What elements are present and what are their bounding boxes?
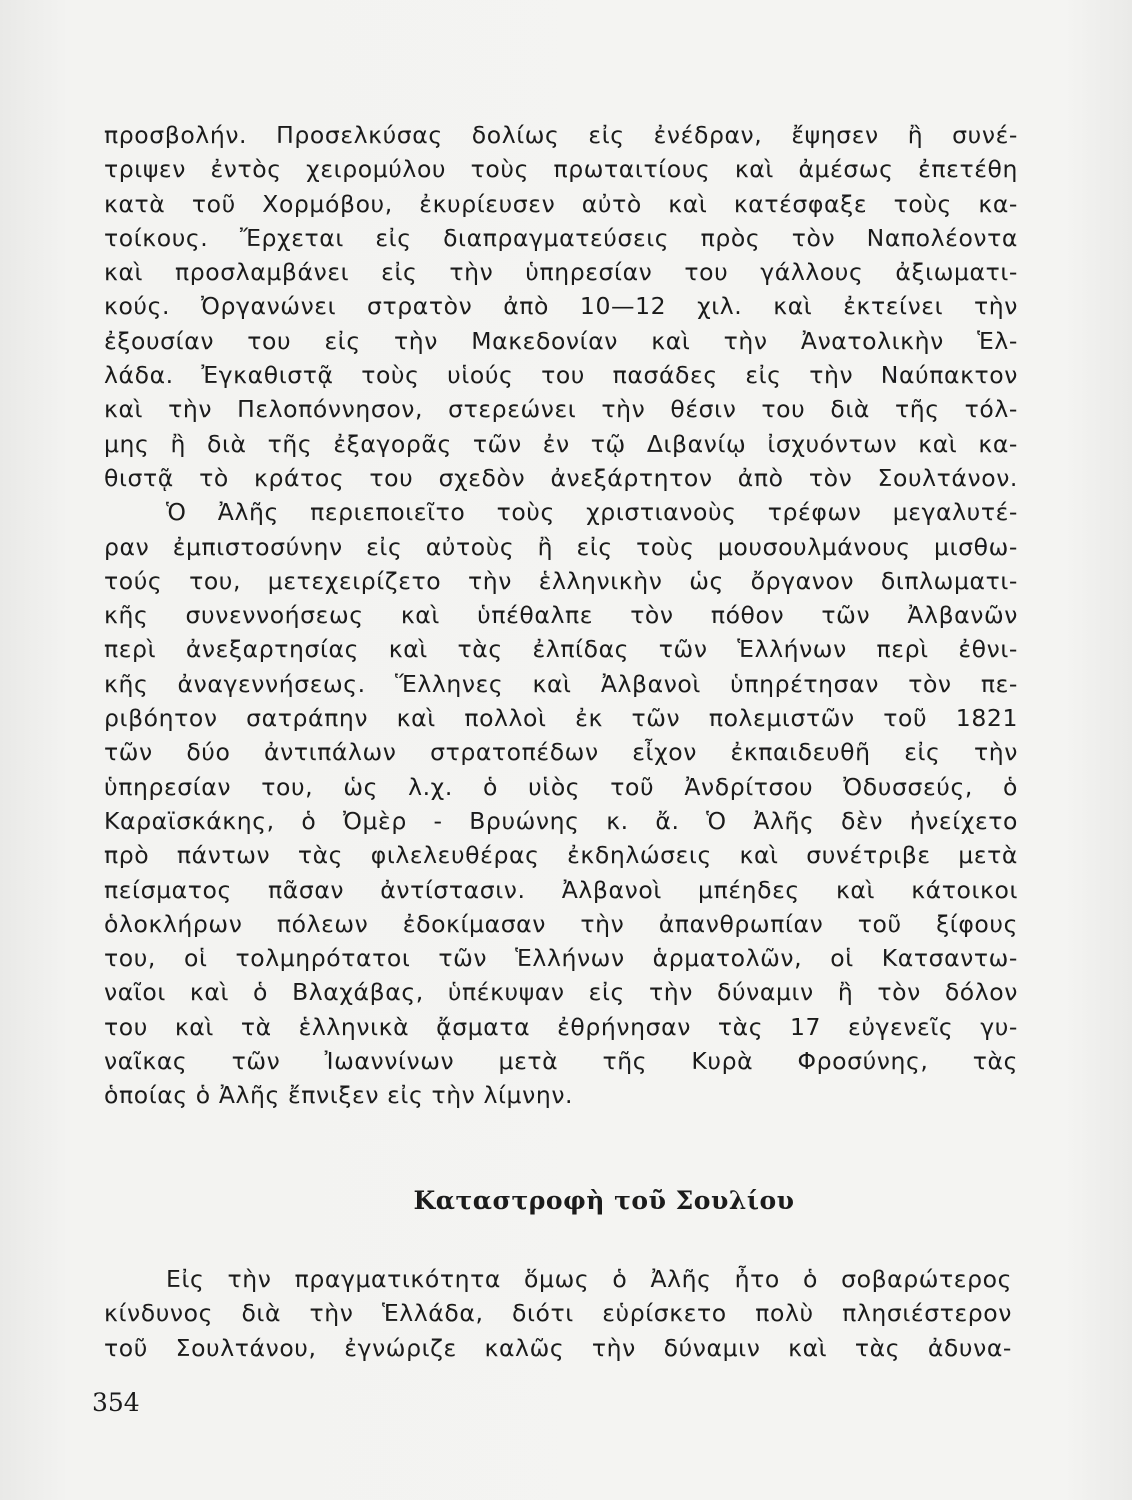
- text-line: περὶ ἀνεξαρτησίας καὶ τὰς ἐλπίδας τῶν Ἑλλήνων περὶ ἐθνι-: [104, 635, 1018, 664]
- body-text: [104, 118, 1018, 1113]
- section-heading: Καταστροφὴ τοῦ Σουλίου: [413, 1186, 795, 1215]
- text-line: καὶ προσλαμβάνει εἰς τὴν ὑπηρεσίαν του γάλλους ἀξιωματι-: [104, 258, 1018, 287]
- body-text-continued: [104, 1262, 1012, 1365]
- text-line: κατὰ τοῦ Χορμόβου, ἐκυρίευσεν αὐτὸ καὶ κατέσφαξε τοὺς κα-: [104, 189, 1018, 218]
- text-line: λάδα. Ἐγκαθιστᾷ τοὺς υἱούς του πασάδες εἰς τὴν Ναύπακτον: [104, 361, 1018, 390]
- text-line: προσβολήν. Προσελκύσας δολίως εἰς ἐνέδραν, ἔψησεν ἢ συνέ-: [104, 121, 1018, 149]
- text-line: μης ἢ διὰ τῆς ἐξαγορᾶς τῶν ἐν τῷ Διβανίῳ ἰσχυόντων καὶ κα-: [104, 429, 1018, 458]
- text-line: ὁλοκλήρων πόλεων ἐδοκίμασαν τὴν ἀπανθρωπίαν τοῦ ξίφους: [104, 909, 1018, 938]
- text-line: Καραϊσκάκης, ὁ Ὀμὲρ - Βρυώνης κ. ἄ. Ὁ Ἀλῆς δὲν ἠνείχετο: [104, 806, 1018, 835]
- text-line: ὑπηρεσίαν του, ὡς λ.χ. ὁ υἱὸς τοῦ Ἀνδρίτσου Ὀδυσσεύς, ὁ: [104, 772, 1018, 801]
- text-line: Ὁ Ἀλῆς περιεποιεῖτο τοὺς χριστιανοὺς τρέφων μεγαλυτέ-: [166, 498, 1018, 527]
- text-line: κῆς ἀναγεννήσεως. Ἕλληνες καὶ Ἀλβανοὶ ὑπηρέτησαν τὸν πε-: [104, 669, 1018, 698]
- text-line: ριβόητον σατράπην καὶ πολλοὶ ἐκ τῶν πολεμιστῶν τοῦ 1821: [104, 704, 1018, 733]
- text-line: κίνδυνος διὰ τὴν Ἑλλάδα, διότι εὑρίσκετο πολὺ πλησιέστερον: [104, 1299, 1012, 1328]
- text-line: ναῖκας τῶν Ἰωαννίνων μετὰ τῆς Κυρὰ Φροσύνης, τὰς: [104, 1047, 1018, 1076]
- text-line: κούς. Ὀργανώνει στρατὸν ἀπὸ 10—12 χιλ. καὶ ἐκτείνει τὴν: [104, 292, 1018, 321]
- text-line: ναῖοι καὶ ὁ Βλαχάβας, ὑπέκυψαν εἰς τὴν δύναμιν ἢ τὸν δόλον: [104, 978, 1018, 1007]
- text-line: Εἰς τὴν πραγματικότητα ὅμως ὁ Ἀλῆς ἦτο ὁ σοβαρώτερος: [166, 1265, 1012, 1293]
- text-line: κῆς συνεννοήσεως καὶ ὑπέθαλπε τὸν πόθον τῶν Ἀλβανῶν: [104, 601, 1018, 630]
- text-line: του καὶ τὰ ἑλληνικὰ ᾄσματα ἐθρήνησαν τὰς 17 εὐγενεῖς γυ-: [104, 1012, 1018, 1041]
- text-line: του, οἱ τολμηρότατοι τῶν Ἑλλήνων ἁρματολῶν, οἱ Κατσαντω-: [104, 944, 1018, 973]
- text-line: ὁποίας ὁ Ἀλῆς ἔπνιξεν εἰς τὴν λίμνην.: [104, 1081, 574, 1110]
- page-number: 354: [92, 1388, 140, 1417]
- text-line: ἐξουσίαν του εἰς τὴν Μακεδονίαν καὶ τὴν Ἀνατολικὴν Ἑλ-: [104, 326, 1018, 355]
- text-line: τῶν δύο ἀντιπάλων στρατοπέδων εἶχον ἐκπαιδευθῆ εἰς τὴν: [104, 738, 1018, 767]
- text-line: θιστᾷ τὸ κράτος του σχεδὸν ἀνεξάρτητον ἀπὸ τὸν Σουλτάνον.: [104, 463, 1018, 492]
- text-line: ραν ἐμπιστοσύνην εἰς αὐτοὺς ἢ εἰς τοὺς μουσουλμάνους μισθω-: [104, 532, 1018, 561]
- text-line: τοίκους. Ἔρχεται εἰς διαπραγματεύσεις πρὸς τὸν Ναπολέοντα: [104, 223, 1018, 252]
- text-line: τούς του, μετεχειρίζετο τὴν ἑλληνικὴν ὡς ὄργανον διπλωματι-: [104, 566, 1018, 595]
- text-line: τοῦ Σουλτάνου, ἐγνώριζε καλῶς τὴν δύναμιν καὶ τὰς ἀδυνα-: [104, 1333, 1012, 1362]
- text-line: καὶ τὴν Πελοπόννησον, στερεώνει τὴν θέσιν του διὰ τῆς τόλ-: [104, 395, 1018, 424]
- text-line: πείσματος πᾶσαν ἀντίστασιν. Ἀλβανοὶ μπέηδες καὶ κάτοικοι: [104, 875, 1018, 904]
- text-line: πρὸ πάντων τὰς φιλελευθέρας ἐκδηλώσεις καὶ συνέτριβε μετὰ: [104, 841, 1018, 870]
- text-line: τριψεν ἐντὸς χειρομύλου τοὺς πρωταιτίους καὶ ἀμέσως ἐπετέθη: [104, 155, 1018, 184]
